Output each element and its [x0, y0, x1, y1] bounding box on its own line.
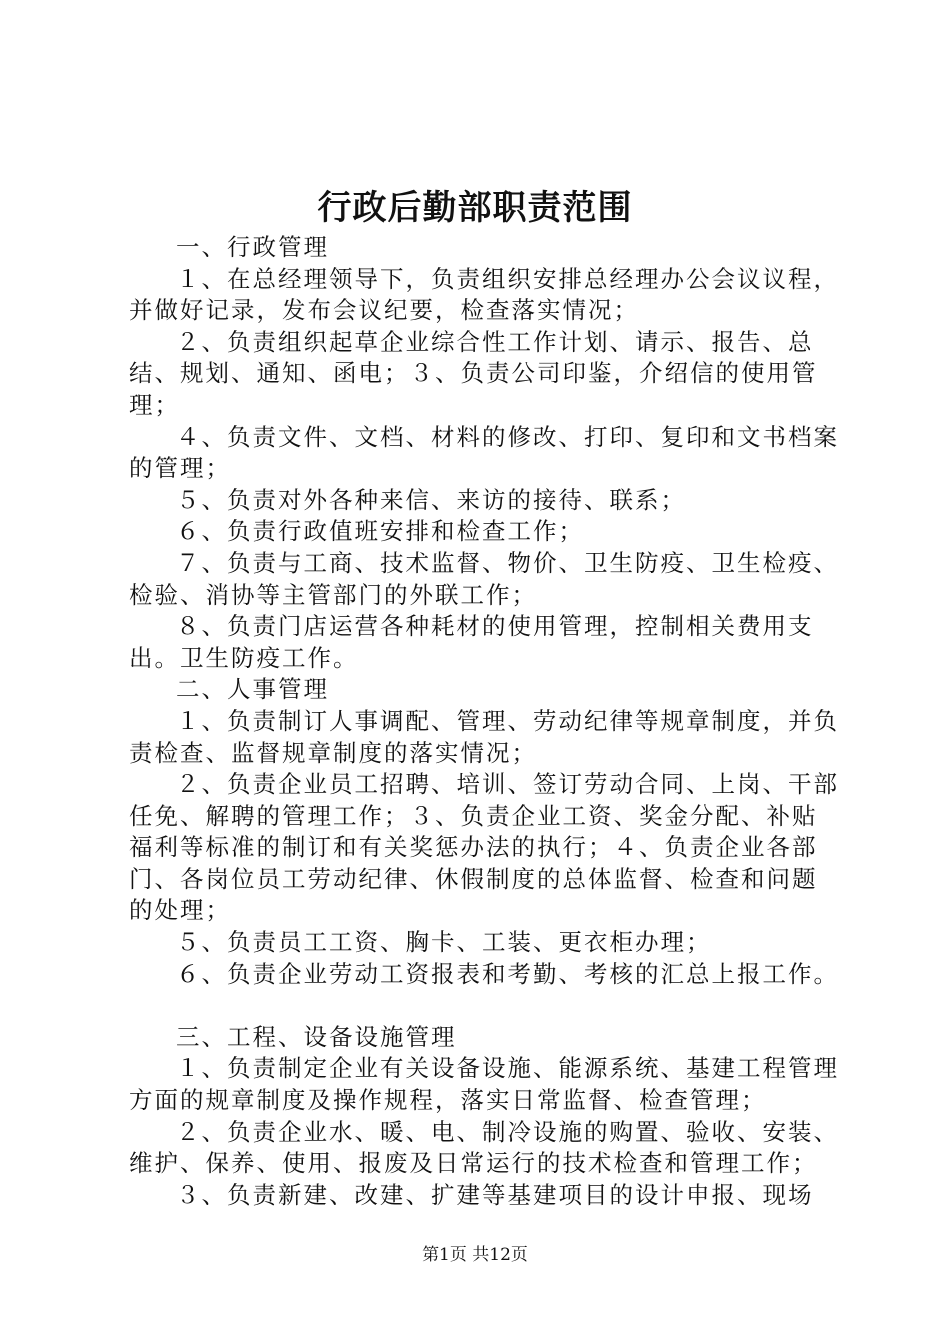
paragraph: ２、负责企业水、暖、电、制冷设施的购置、验收、安装、维护、保养、使用、报废及日常运行的技术检查和管理工作； — [129, 1117, 839, 1178]
document-body — [129, 232, 841, 1211]
page-number-footer: 第1页 共12页 — [422, 1245, 528, 1265]
paragraph: ４、负责文件、文档、材料的修改、打印、复印和文书档案的管理； — [129, 422, 839, 483]
paragraph: ２、负责组织起草企业综合性工作计划、请示、报告、总结、规划、通知、函电；３、负责公司印鉴，介绍信的使用管理； — [129, 327, 818, 419]
blank-line — [129, 990, 841, 1022]
document-title: 行政后勤部职责范围 — [317, 188, 633, 228]
paragraph: １、负责制定企业有关设备设施、能源系统、基建工程管理方面的规章制度及操作规程，落实日常监督、检查管理； — [129, 1054, 839, 1115]
paragraph: ７、负责与工商、技术监督、物价、卫生防疫、卫生检疫、检验、消协等主管部门的外联工作； — [129, 548, 839, 609]
paragraph: ６、负责企业劳动工资报表和考勤、考核的汇总上报工作。 — [176, 959, 839, 988]
paragraph: ８、负责门店运营各种耗材的使用管理，控制相关费用支出。卫生防疫工作。 — [129, 612, 814, 672]
paragraph: ６、负责行政值班安排和检查工作； — [176, 517, 584, 546]
section-heading-admin: 一、行政管理 — [176, 233, 329, 261]
paragraph: １、负责制订人事调配、管理、劳动纪律等规章制度，并负责检查、监督规章制度的落实情况； — [129, 706, 839, 767]
paragraph: ５、负责对外各种来信、来访的接待、联系； — [176, 485, 686, 514]
paragraph: ５、负责员工工资、胸卡、工装、更衣柜办理； — [176, 928, 712, 957]
section-heading-hr: 二、人事管理 — [176, 675, 329, 704]
paragraph: ３、负责新建、改建、扩建等基建项目的设计申报、现场 — [176, 1180, 814, 1209]
section-heading-engineering: 三、工程、设备设施管理 — [176, 1022, 457, 1051]
paragraph: ２、负责企业员工招聘、培训、签订劳动合同、上岗、干部任免、解聘的管理工作；３、负责企业工资、奖金分配、补贴福利等标准的制订和有关奖惩办法的执行；４、负责企业各部门、各岗位员工劳动纪律、休假制度的总体监督、检查和问题的处理； — [129, 770, 839, 925]
paragraph: １、在总经理领导下，负责组织安排总经理办公会议议程，并做好记录，发布会议纪要，检查落实情况； — [129, 264, 839, 325]
